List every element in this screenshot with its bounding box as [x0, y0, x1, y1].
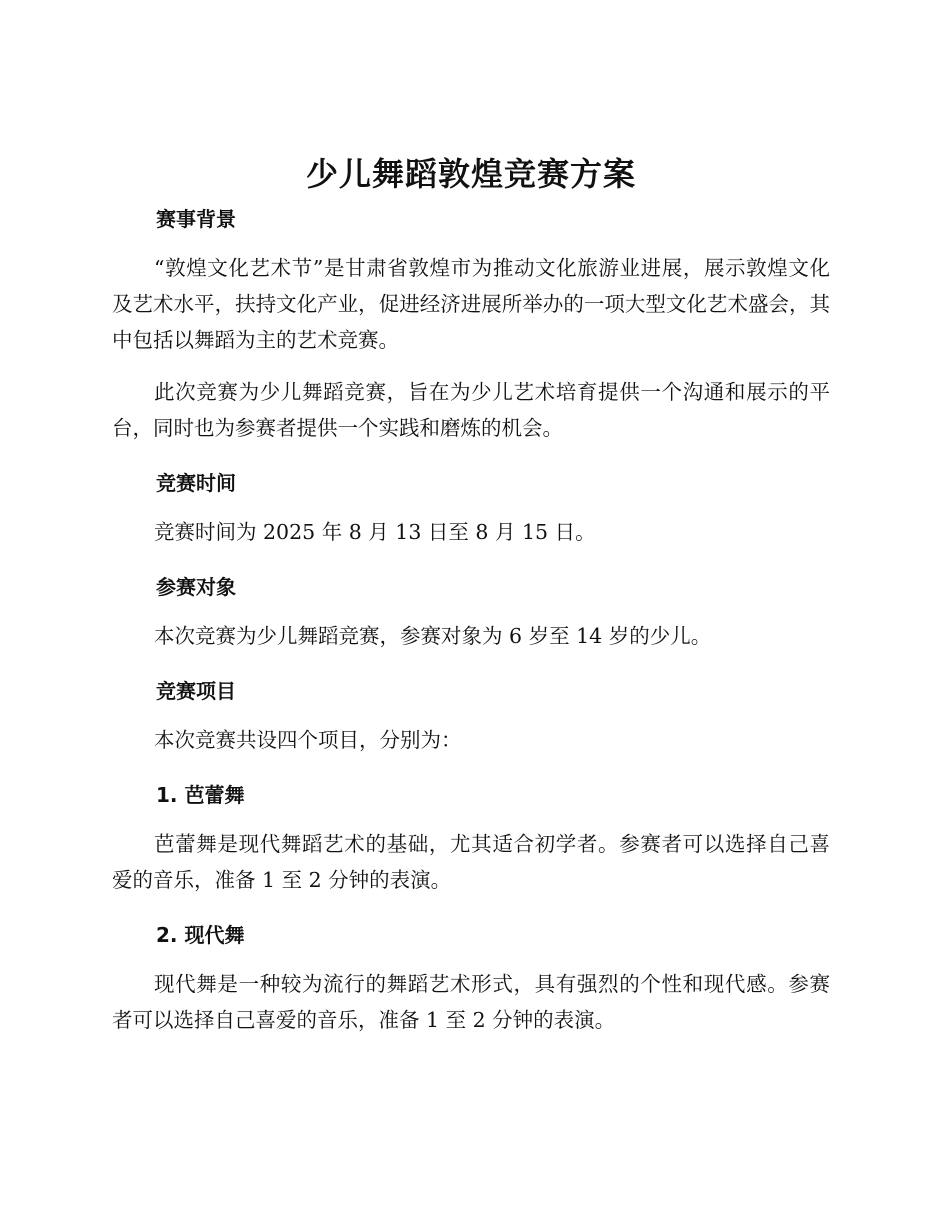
section-heading-items: 竞赛项目: [156, 679, 236, 703]
document-title: 少儿舞蹈敦煌竞赛方案: [305, 155, 636, 193]
paragraph-participants: 本次竞赛为少儿舞蹈竞赛，参赛对象为 6 岁至 14 岁的少儿。: [154, 624, 712, 648]
paragraph-background-2: 此次竞赛为少儿舞蹈竞赛，旨在为少儿艺术培育提供一个沟通和展示的平台，同时也为参赛者提供一个实践和磨炼的机会。: [112, 380, 830, 440]
paragraph-background-1: “敦煌文化艺术节”是甘肃省敦煌市为推动文化旅游业进展，展示敦煌文化及艺术水平，扶持文化产业，促进经济进展所举办的一项大型文化艺术盛会，其中包括以舞蹈为主的艺术竞赛。: [112, 256, 830, 352]
section-heading-participants: 参赛对象: [156, 575, 236, 599]
section-heading-modern: 2. 现代舞: [156, 923, 245, 947]
paragraph-items: 本次竞赛共设四个项目，分别为：: [154, 728, 462, 752]
section-heading-ballet: 1. 芭蕾舞: [156, 783, 245, 807]
paragraph-modern: 现代舞是一种较为流行的舞蹈艺术形式，具有强烈的个性和现代感。参赛者可以选择自己喜爱的音乐，准备 1 至 2 分钟的表演。: [112, 972, 830, 1032]
section-heading-time: 竞赛时间: [156, 471, 236, 495]
document-page: [112, 148, 830, 1038]
paragraph-time: 竞赛时间为 2025 年 8 月 13 日至 8 月 15 日。: [154, 520, 596, 544]
paragraph-ballet: 芭蕾舞是现代舞蹈艺术的基础，尤其适合初学者。参赛者可以选择自己喜爱的音乐，准备 1 至 2 分钟的表演。: [112, 832, 830, 892]
section-heading-background: 赛事背景: [156, 207, 236, 231]
